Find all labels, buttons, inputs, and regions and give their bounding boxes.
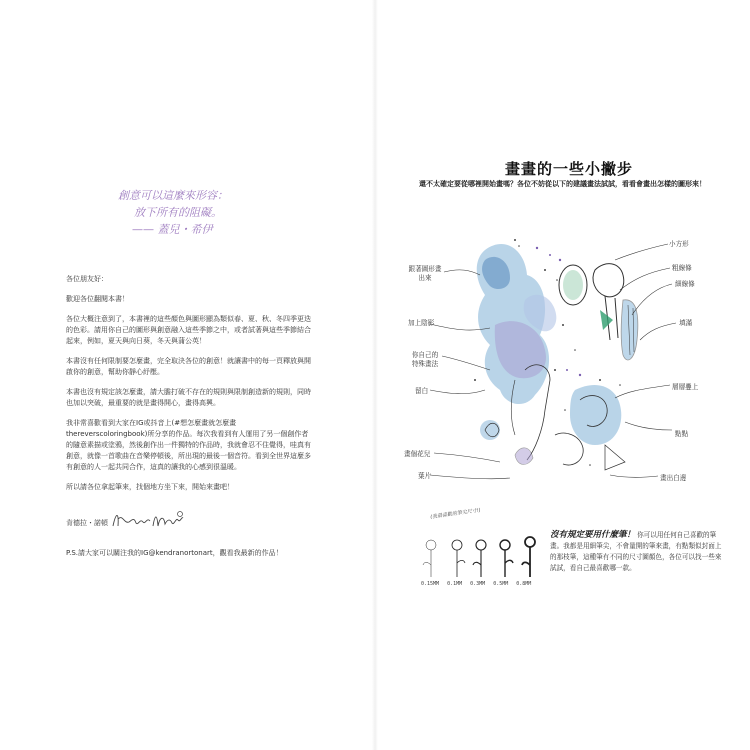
author-name: 肯德拉・諾頓 [66,519,108,527]
letter-paragraph: 我非常喜歡看到大家在IG或抖音上(#想怎麼畫就怎麼畫thereverscoloringbook)所分享的作品。每次我看到有人運用了另一個創作者的隨意素描或塗鴉，然後創作出一件獨特的作品時，我就會忍不住覺得，哇真有創意，就像一首歌曲在音樂停頓後，所出現的最後一個音符。看到全世界這麼多有創意的人一起共同合作，這真的讓我的心感到很溫暖。 [66,419,311,471]
label-blank: 留白 [415,387,429,395]
favorite-nib-note: (我最喜歡的筆尖尺寸!) [429,507,482,521]
label-dots: 點點 [675,430,689,438]
letter-greeting: 各位朋友好： [66,275,108,283]
pen-size-label: 0.1MM [447,581,463,587]
label-thin-lines: 細線條 [675,280,695,288]
page-title: 畫畫的一些小撇步 [505,160,634,178]
handwritten-signature [110,508,185,537]
letter-paragraph: 本書也沒有規定該怎麼畫，請大膽打破不存在的規則與限制創造新的規則，同時也加以突破，最重要的就是畫得開心，畫得高興。 [66,388,311,407]
letter-paragraph: 本書沒有任何限制要怎麼畫，完全取決各位的創意！就讓書中的每一頁釋放與開啟你的創意，幫助你靜心紓壓。 [66,357,311,376]
pen-size-label: 0.15MM [421,581,440,587]
page-subtitle: 還不太確定要從哪裡開始畫嗎？各位不妨從以下的建議畫法試試，看看會畫出怎樣的圖形來！ [419,180,706,188]
pen-note-highlight: 沒有規定要用什麼筆！ [550,530,636,540]
label-follow-shape: 跟著圖形畫出來 [408,265,442,282]
pen-size-label: 0.8MM [516,581,532,587]
epigraph-quote [118,187,268,238]
pen-size-label: 0.3MM [470,581,486,587]
letter-paragraph: 所以請各位拿起筆來，找個地方坐下來，開始來畫吧！ [66,483,234,491]
label-thick-lines: 粗線條 [672,264,692,272]
pen-size-labels [421,581,539,587]
label-white-edge: 畫出白邊 [660,474,687,482]
label-layering: 層層疊上 [672,383,699,391]
label-fill: 填滿 [679,319,693,327]
pen-note-body: 你可以用任何自己喜歡的筆畫。我都是用細筆尖，不會量開的筆來畫，有點類似封面上的那枝筆，這種筆有不同的尺寸圖顏色，各位可以找一些來試試，看自己最喜歡哪一款。 [550,531,722,572]
quote-attribution: —— 蓋兒・希伊 [132,223,213,236]
postscript: P.S.請大家可以關注我的IG@kendranortonart，觀看我最新的作品！ [66,549,283,557]
pointer-lines [400,230,700,490]
pen-note [550,530,725,574]
label-shading: 加上陰影 [408,319,435,327]
quote-line-2: 放下所有的阻礙。 [134,206,222,219]
letter-paragraph: 各位大概注意到了，本書裡的這些顏色與圖形顯為類似春、夏、秋、冬四季更迭的色彩。請用你自己的圖形與創意融入這些季節之中，或者試著與這些季節結合起來，例如，夏天與向日葵，冬天與蒲公英！ [66,315,311,345]
quote-line-1: 創意可以這麼來形容： [118,189,228,202]
letter-paragraph: 歡迎各位翻閱本書！ [66,295,129,303]
label-flower: 畫個花兒 [404,450,431,458]
pen-size-flowers [417,505,547,584]
pen-size-label: 0.5MM [493,581,509,587]
label-leaf: 葉片 [418,472,432,480]
intro-letter [66,274,314,502]
label-unique-style: 你自己的特殊畫法 [411,351,439,368]
label-small-square: 小方形 [669,240,689,248]
book-gutter [372,0,378,750]
